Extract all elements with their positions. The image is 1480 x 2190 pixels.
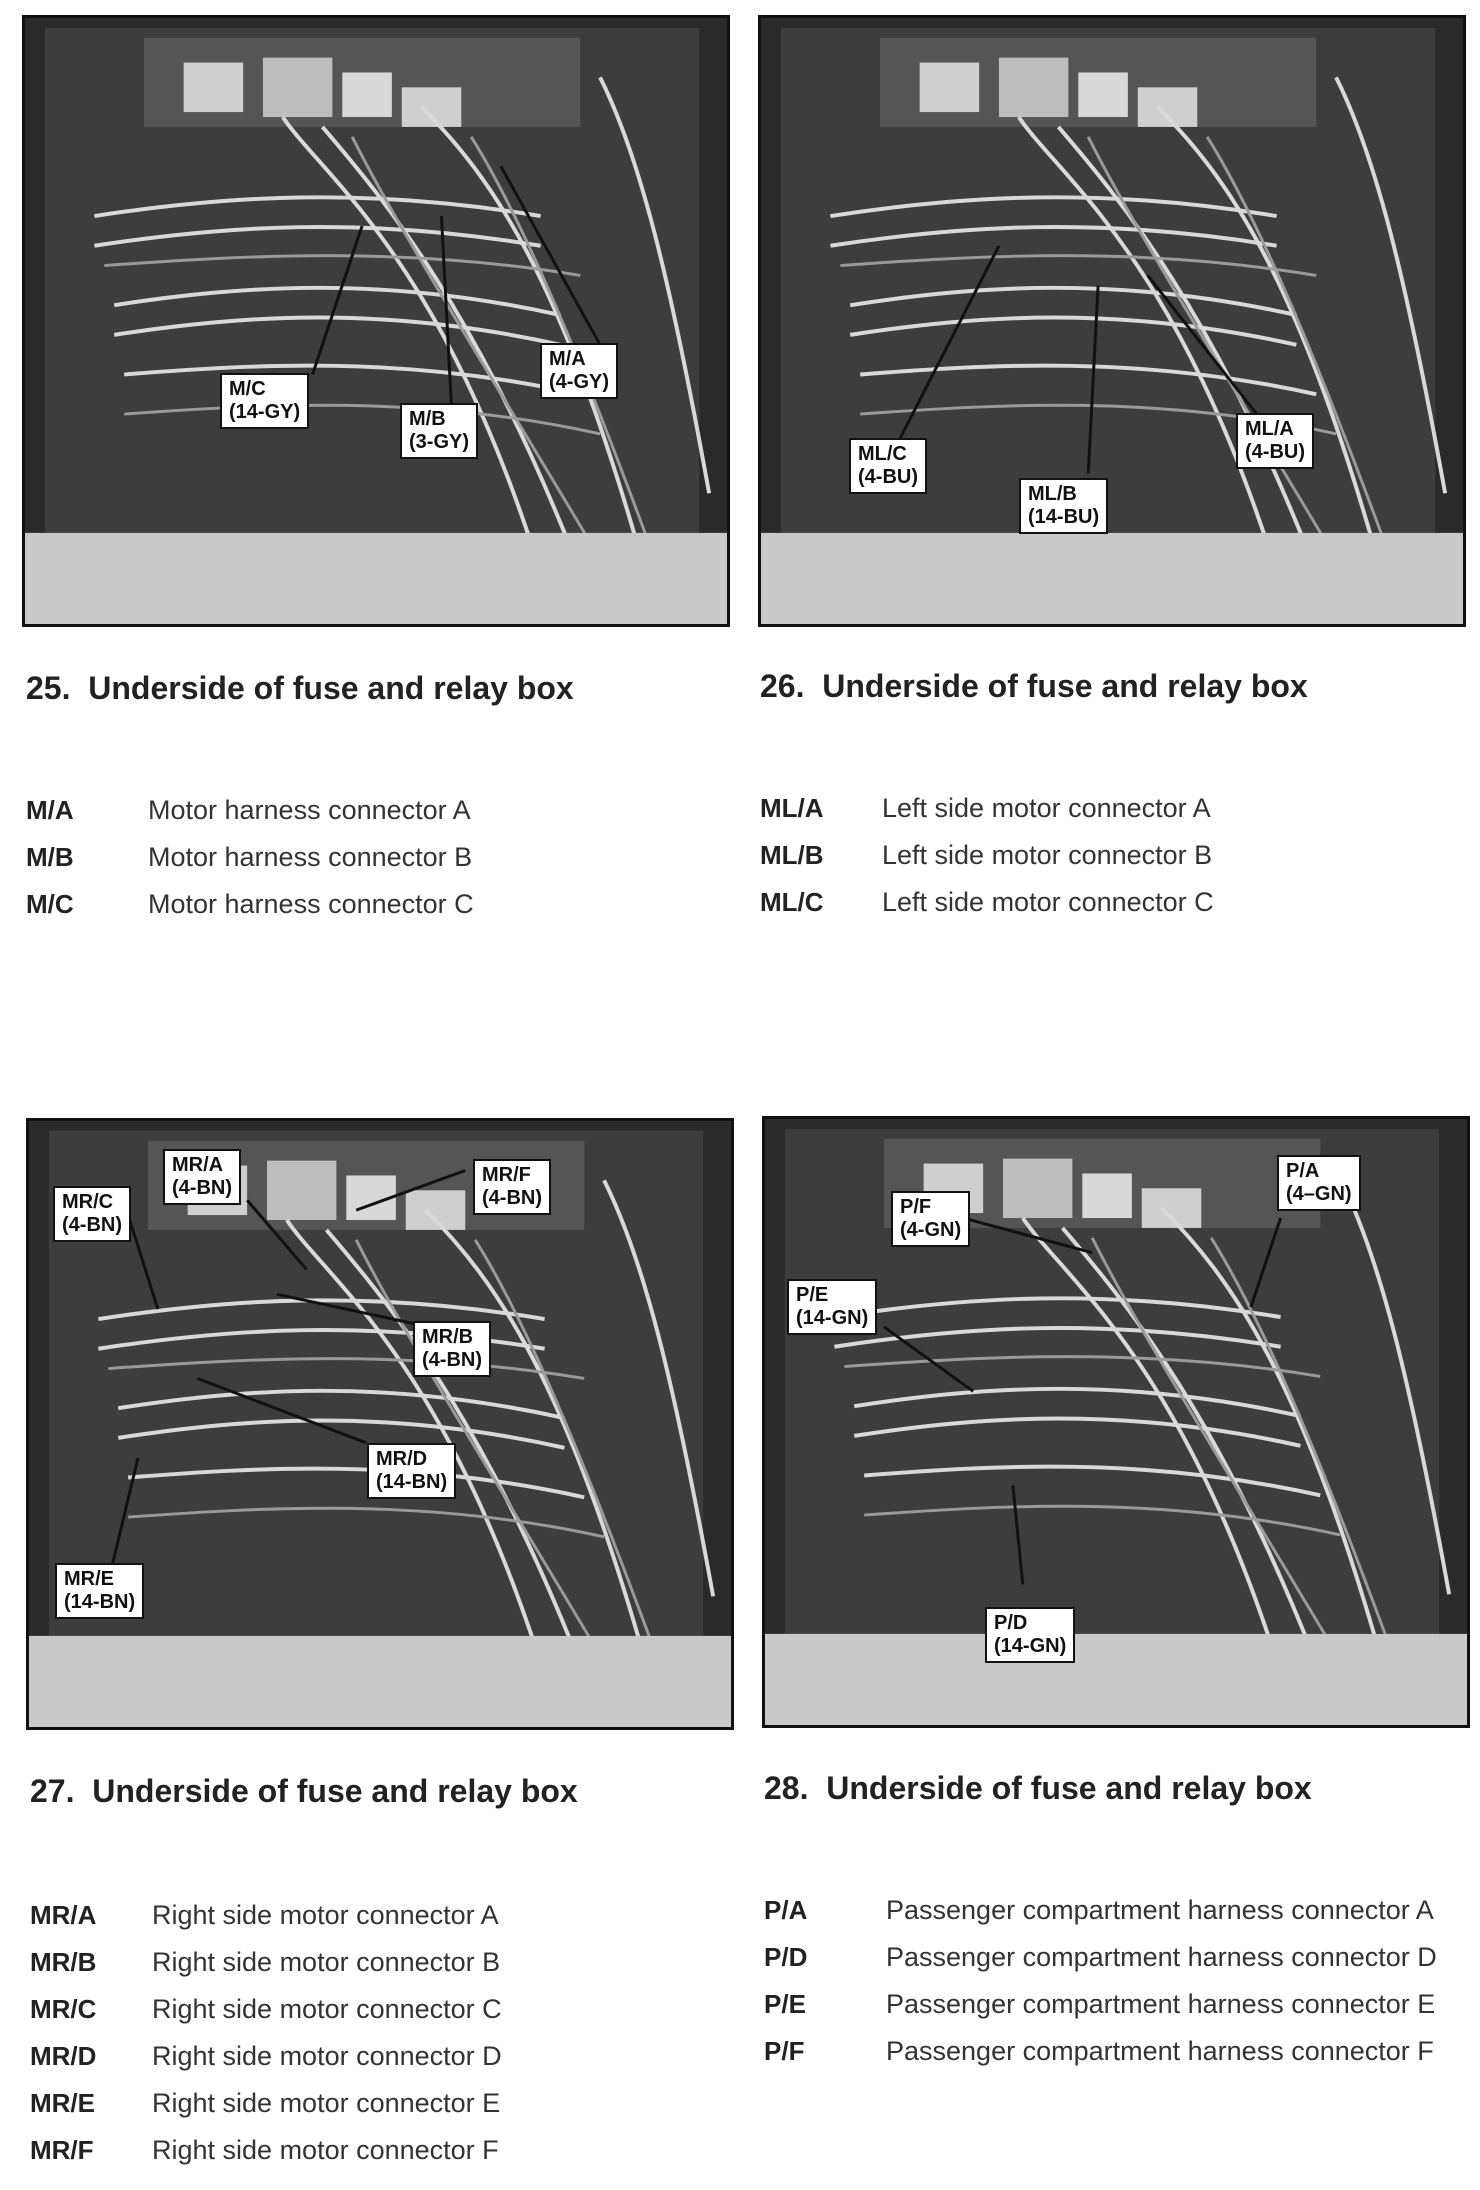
callout-code: ML/A bbox=[1245, 418, 1294, 440]
legend-code: M/A bbox=[26, 795, 74, 825]
legend-row bbox=[764, 1942, 1474, 1989]
callout-spec: (14-GY) bbox=[229, 401, 301, 423]
fuse-box-photo-illustration bbox=[761, 18, 1463, 624]
callout-m-a bbox=[540, 343, 618, 399]
figure-number: 28. bbox=[764, 1770, 809, 1806]
figure-title: Underside of fuse and relay box bbox=[92, 1773, 578, 1809]
figure-title: Underside of fuse and relay box bbox=[826, 1770, 1312, 1806]
legend-desc: Left side motor connector C bbox=[882, 887, 1214, 917]
callout-code: P/D bbox=[994, 1612, 1028, 1634]
callout-ml-c bbox=[849, 438, 927, 494]
callout-spec: (4-BN) bbox=[422, 1349, 482, 1371]
callout-spec: (14-BU) bbox=[1028, 506, 1100, 528]
legend-code: M/C bbox=[26, 889, 74, 919]
callout-spec: (14-BN) bbox=[376, 1471, 448, 1493]
legend-desc: Right side motor connector B bbox=[152, 1947, 501, 1977]
callout-spec: (4–GN) bbox=[1286, 1183, 1352, 1205]
callout-p-a bbox=[1277, 1155, 1361, 1211]
callout-spec: (3-GY) bbox=[409, 431, 469, 453]
legend-desc: Passenger compartment harness connector D bbox=[886, 1942, 1437, 1972]
legend-row bbox=[760, 887, 1460, 934]
callout-code: P/E bbox=[796, 1284, 829, 1306]
callout-p-e bbox=[787, 1279, 877, 1335]
callout-spec: (4-BU) bbox=[1245, 441, 1305, 463]
figure-26-photo bbox=[758, 15, 1466, 627]
figure-27-caption bbox=[30, 1773, 578, 1810]
figure-number: 26. bbox=[760, 668, 805, 704]
fuse-box-photo-illustration bbox=[25, 18, 727, 624]
legend-desc: Motor harness connector B bbox=[148, 842, 473, 872]
callout-code: ML/C bbox=[858, 443, 907, 465]
callout-code: ML/B bbox=[1028, 483, 1077, 505]
callout-code: P/A bbox=[1286, 1160, 1320, 1182]
legend-desc: Motor harness connector C bbox=[148, 889, 474, 919]
callout-mr-a bbox=[163, 1149, 241, 1205]
legend-row bbox=[26, 889, 706, 936]
legend-row bbox=[30, 1994, 710, 2041]
legend-code: MR/D bbox=[30, 2041, 97, 2071]
legend-row bbox=[764, 1895, 1474, 1942]
legend-row bbox=[30, 2041, 710, 2088]
callout-spec: (4-BU) bbox=[858, 466, 918, 488]
callout-mr-f bbox=[473, 1159, 551, 1215]
callout-mr-e bbox=[55, 1563, 144, 1619]
callout-code: M/A bbox=[549, 348, 586, 370]
legend-desc: Left side motor connector B bbox=[882, 840, 1213, 870]
callout-code: MR/A bbox=[172, 1154, 224, 1176]
figure-28-caption bbox=[764, 1770, 1312, 1807]
callout-ml-a bbox=[1236, 413, 1314, 469]
legend-code: MR/F bbox=[30, 2135, 94, 2165]
callout-p-d bbox=[985, 1607, 1075, 1663]
legend-desc: Passenger compartment harness connector A bbox=[886, 1895, 1434, 1925]
legend-code: P/F bbox=[764, 2036, 805, 2066]
legend-code: P/D bbox=[764, 1942, 808, 1972]
legend-code: P/E bbox=[764, 1989, 806, 2019]
figure-26-legend bbox=[760, 793, 1460, 934]
legend-row bbox=[30, 2088, 710, 2135]
figure-25-caption bbox=[26, 670, 574, 707]
figure-number: 27. bbox=[30, 1773, 75, 1809]
legend-code: ML/C bbox=[760, 887, 824, 917]
callout-spec: (4-GN) bbox=[900, 1219, 962, 1241]
figure-title: Underside of fuse and relay box bbox=[88, 670, 574, 706]
figure-28-legend bbox=[764, 1895, 1474, 2083]
figure-25-legend bbox=[26, 795, 706, 936]
callout-code: M/B bbox=[409, 408, 446, 430]
callout-code: MR/D bbox=[376, 1448, 428, 1470]
legend-desc: Right side motor connector A bbox=[152, 1900, 499, 1930]
legend-desc: Right side motor connector D bbox=[152, 2041, 502, 2071]
callout-code: MR/F bbox=[482, 1164, 531, 1186]
legend-code: MR/A bbox=[30, 1900, 97, 1930]
legend-code: P/A bbox=[764, 1895, 808, 1925]
legend-desc: Passenger compartment harness connector E bbox=[886, 1989, 1436, 2019]
callout-code: M/C bbox=[229, 378, 266, 400]
callout-code: MR/E bbox=[64, 1568, 114, 1590]
legend-row bbox=[26, 795, 706, 842]
callout-m-c bbox=[220, 373, 309, 429]
callout-spec: (4-BN) bbox=[172, 1177, 232, 1199]
legend-row bbox=[30, 1947, 710, 1994]
callout-spec: (4-BN) bbox=[482, 1187, 542, 1209]
legend-code: M/B bbox=[26, 842, 74, 872]
callout-spec: (14-GN) bbox=[994, 1635, 1067, 1657]
legend-code: MR/B bbox=[30, 1947, 97, 1977]
callout-mr-b bbox=[413, 1321, 491, 1377]
legend-row bbox=[30, 1900, 710, 1947]
callout-spec: (14-GN) bbox=[796, 1307, 869, 1329]
figure-title: Underside of fuse and relay box bbox=[822, 668, 1308, 704]
figure-27-photo bbox=[26, 1118, 734, 1730]
legend-row bbox=[26, 842, 706, 889]
callout-ml-b bbox=[1019, 478, 1108, 534]
callout-code: P/F bbox=[900, 1196, 932, 1218]
figure-number: 25. bbox=[26, 670, 71, 706]
fuse-box-photo-illustration bbox=[765, 1119, 1467, 1725]
legend-row bbox=[764, 1989, 1474, 2036]
legend-desc: Right side motor connector C bbox=[152, 1994, 502, 2024]
legend-code: ML/A bbox=[760, 793, 824, 823]
callout-mr-d bbox=[367, 1443, 456, 1499]
legend-row bbox=[760, 793, 1460, 840]
callout-mr-c bbox=[53, 1186, 131, 1242]
legend-code: MR/E bbox=[30, 2088, 95, 2118]
legend-row bbox=[30, 2135, 710, 2182]
legend-desc: Passenger compartment harness connector F bbox=[886, 2036, 1434, 2066]
figure-26-caption bbox=[760, 668, 1308, 705]
legend-desc: Motor harness connector A bbox=[148, 795, 471, 825]
callout-code: MR/B bbox=[422, 1326, 474, 1348]
legend-desc: Left side motor connector A bbox=[882, 793, 1211, 823]
callout-spec: (14-BN) bbox=[64, 1591, 136, 1613]
legend-code: MR/C bbox=[30, 1994, 97, 2024]
figure-25-photo bbox=[22, 15, 730, 627]
figure-27-legend bbox=[30, 1900, 710, 2182]
figure-28-photo bbox=[762, 1116, 1470, 1728]
callout-spec: (4-BN) bbox=[62, 1214, 122, 1236]
legend-code: ML/B bbox=[760, 840, 824, 870]
legend-desc: Right side motor connector F bbox=[152, 2135, 499, 2165]
legend-row bbox=[764, 2036, 1474, 2083]
fuse-box-photo-illustration bbox=[29, 1121, 731, 1727]
legend-row bbox=[760, 840, 1460, 887]
callout-spec: (4-GY) bbox=[549, 371, 609, 393]
legend-desc: Right side motor connector E bbox=[152, 2088, 501, 2118]
callout-p-f bbox=[891, 1191, 970, 1247]
callout-code: MR/C bbox=[62, 1191, 114, 1213]
callout-m-b bbox=[400, 403, 478, 459]
